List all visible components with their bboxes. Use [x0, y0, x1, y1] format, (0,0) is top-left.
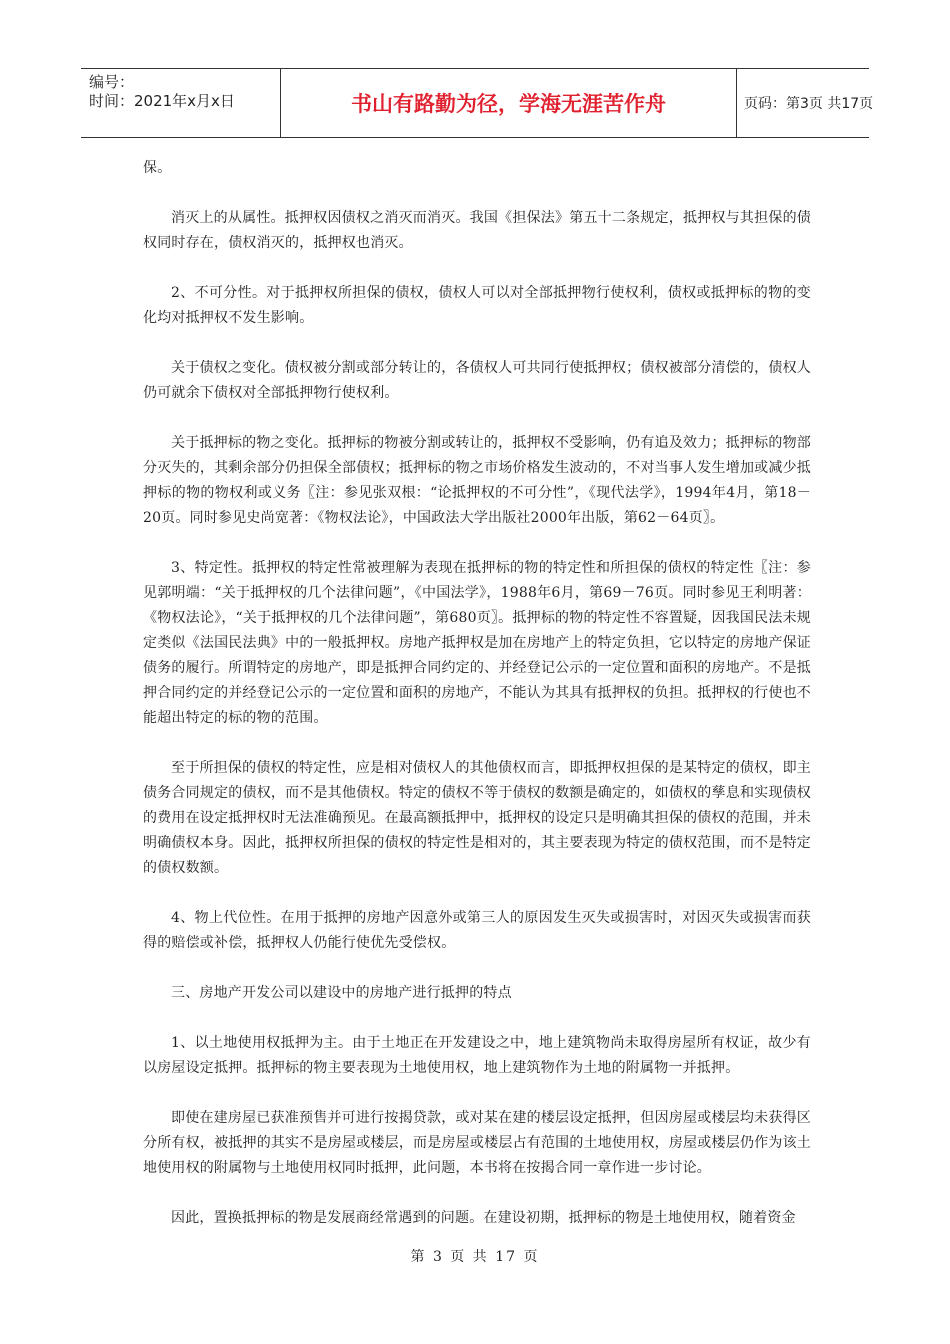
paragraph: 2、不可分性。对于抵押权所担保的债权，债权人可以对全部抵押物行使权利，债权或抵押标的物的变化均对抵押权不发生影响。	[143, 285, 811, 326]
header-motto: 书山有路勤为径，学海无涯苦作舟	[281, 69, 737, 137]
page-footer: 第 3 页 共 17 页	[410, 1249, 540, 1265]
page-header	[81, 68, 874, 138]
paragraph: 4、物上代位性。在用于抵押的房地产因意外或第三人的原因发生灭失或损害时，对因灭失或损害而获得的赔偿或补偿，抵押权人仍能行使优先受偿权。	[143, 910, 811, 951]
paragraph: 保。	[143, 160, 172, 176]
header-page-info: 页码：第3页 共17页	[744, 96, 874, 112]
paragraph: 三、房地产开发公司以建设中的房地产进行抵押的特点	[171, 985, 512, 1001]
paragraph: 至于所担保的债权的特定性，应是相对债权人的其他债权而言，即抵押权担保的是某特定的债权，即主债务合同规定的债权，而不是其他债权。特定的债权不等于债权的数额是确定的，如债权的孳息和实现债权的费用在设定抵押权时无法准确预见。在最高额抵押中，抵押权的设定只是明确其担保的债权的范围，并未明确债权本身。因此，抵押权所担保的债权的特定性是相对的，其主要表现为特定的债权范围，而不是特定的债权数额。	[143, 760, 811, 876]
header-meta	[81, 69, 281, 137]
time-label: 时间：2021年x月x日	[89, 92, 235, 110]
paragraph: 消灭上的从属性。抵押权因债权之消灭而消灭。我国《担保法》第五十二条规定，抵押权与其担保的债权同时存在，债权消灭的，抵押权也消灭。	[143, 210, 811, 251]
paragraph: 关于抵押标的物之变化。抵押标的物被分割或转让的，抵押权不受影响，仍有追及效力；抵押标的物部分灭失的，其剩余部分仍担保全部债权；抵押标的物之市场价格发生波动的，不对当事人发生增加或减少抵押标的物的物权利或义务〖注：参见张双根：“论抵押权的不可分性”，《现代法学》，1994年4月，第18－20页。同时参见史尚宽著：《物权法论》，中国政法大学出版社2000年出版，第62－64页〗。	[143, 435, 811, 526]
paragraph: 因此，置换抵押标的物是发展商经常遇到的问题。在建设初期，抵押标的物是土地使用权，随着资金	[171, 1210, 796, 1226]
paragraph: 关于债权之变化。债权被分割或部分转让的，各债权人可共同行使抵押权；债权被部分清偿的，债权人仍可就余下债权对全部抵押物行使权利。	[143, 360, 811, 401]
paragraph: 3、特定性。抵押权的特定性常被理解为表现在抵押标的物的特定性和所担保的债权的特定性〖注：参见郭明端：“关于抵押权的几个法律问题”，《中国法学》，1988年6月，第69－76页。同时参见王利明著：《物权法论》，“关于抵押权的几个法律问题”，第680页〗。抵押标的物的特定性不容置疑，因我国民法未规定类似《法国民法典》中的一般抵押权。房地产抵押权是加在房地产上的特定负担，它以特定的房地产保证债务的履行。所谓特定的房地产，即是抵押合同约定的、并经登记公示的一定位置和面积的房地产。不是抵押合同约定的并经登记公示的一定位置和面积的房地产，不能认为其具有抵押权的负担。抵押权的行使也不能超出特定的标的物的范围。	[143, 560, 811, 726]
document-body	[143, 156, 811, 1256]
paragraph: 1、以土地使用权抵押为主。由于土地正在开发建设之中，地上建筑物尚未取得房屋所有权证，故少有以房屋设定抵押。抵押标的物主要表现为土地使用权，地上建筑物作为土地的附属物一并抵押。	[143, 1035, 811, 1076]
paragraph: 即使在建房屋已获准预售并可进行按揭贷款，或对某在建的楼层设定抵押，但因房屋或楼层均未获得区分所有权，被抵押的其实不是房屋或楼层，而是房屋或楼层占有范围的土地使用权，房屋或楼层仍作为该土地使用权的附属物与土地使用权同时抵押，此问题，本书将在按揭合同一章作进一步讨论。	[143, 1110, 811, 1176]
number-label: 编号：	[89, 73, 135, 91]
